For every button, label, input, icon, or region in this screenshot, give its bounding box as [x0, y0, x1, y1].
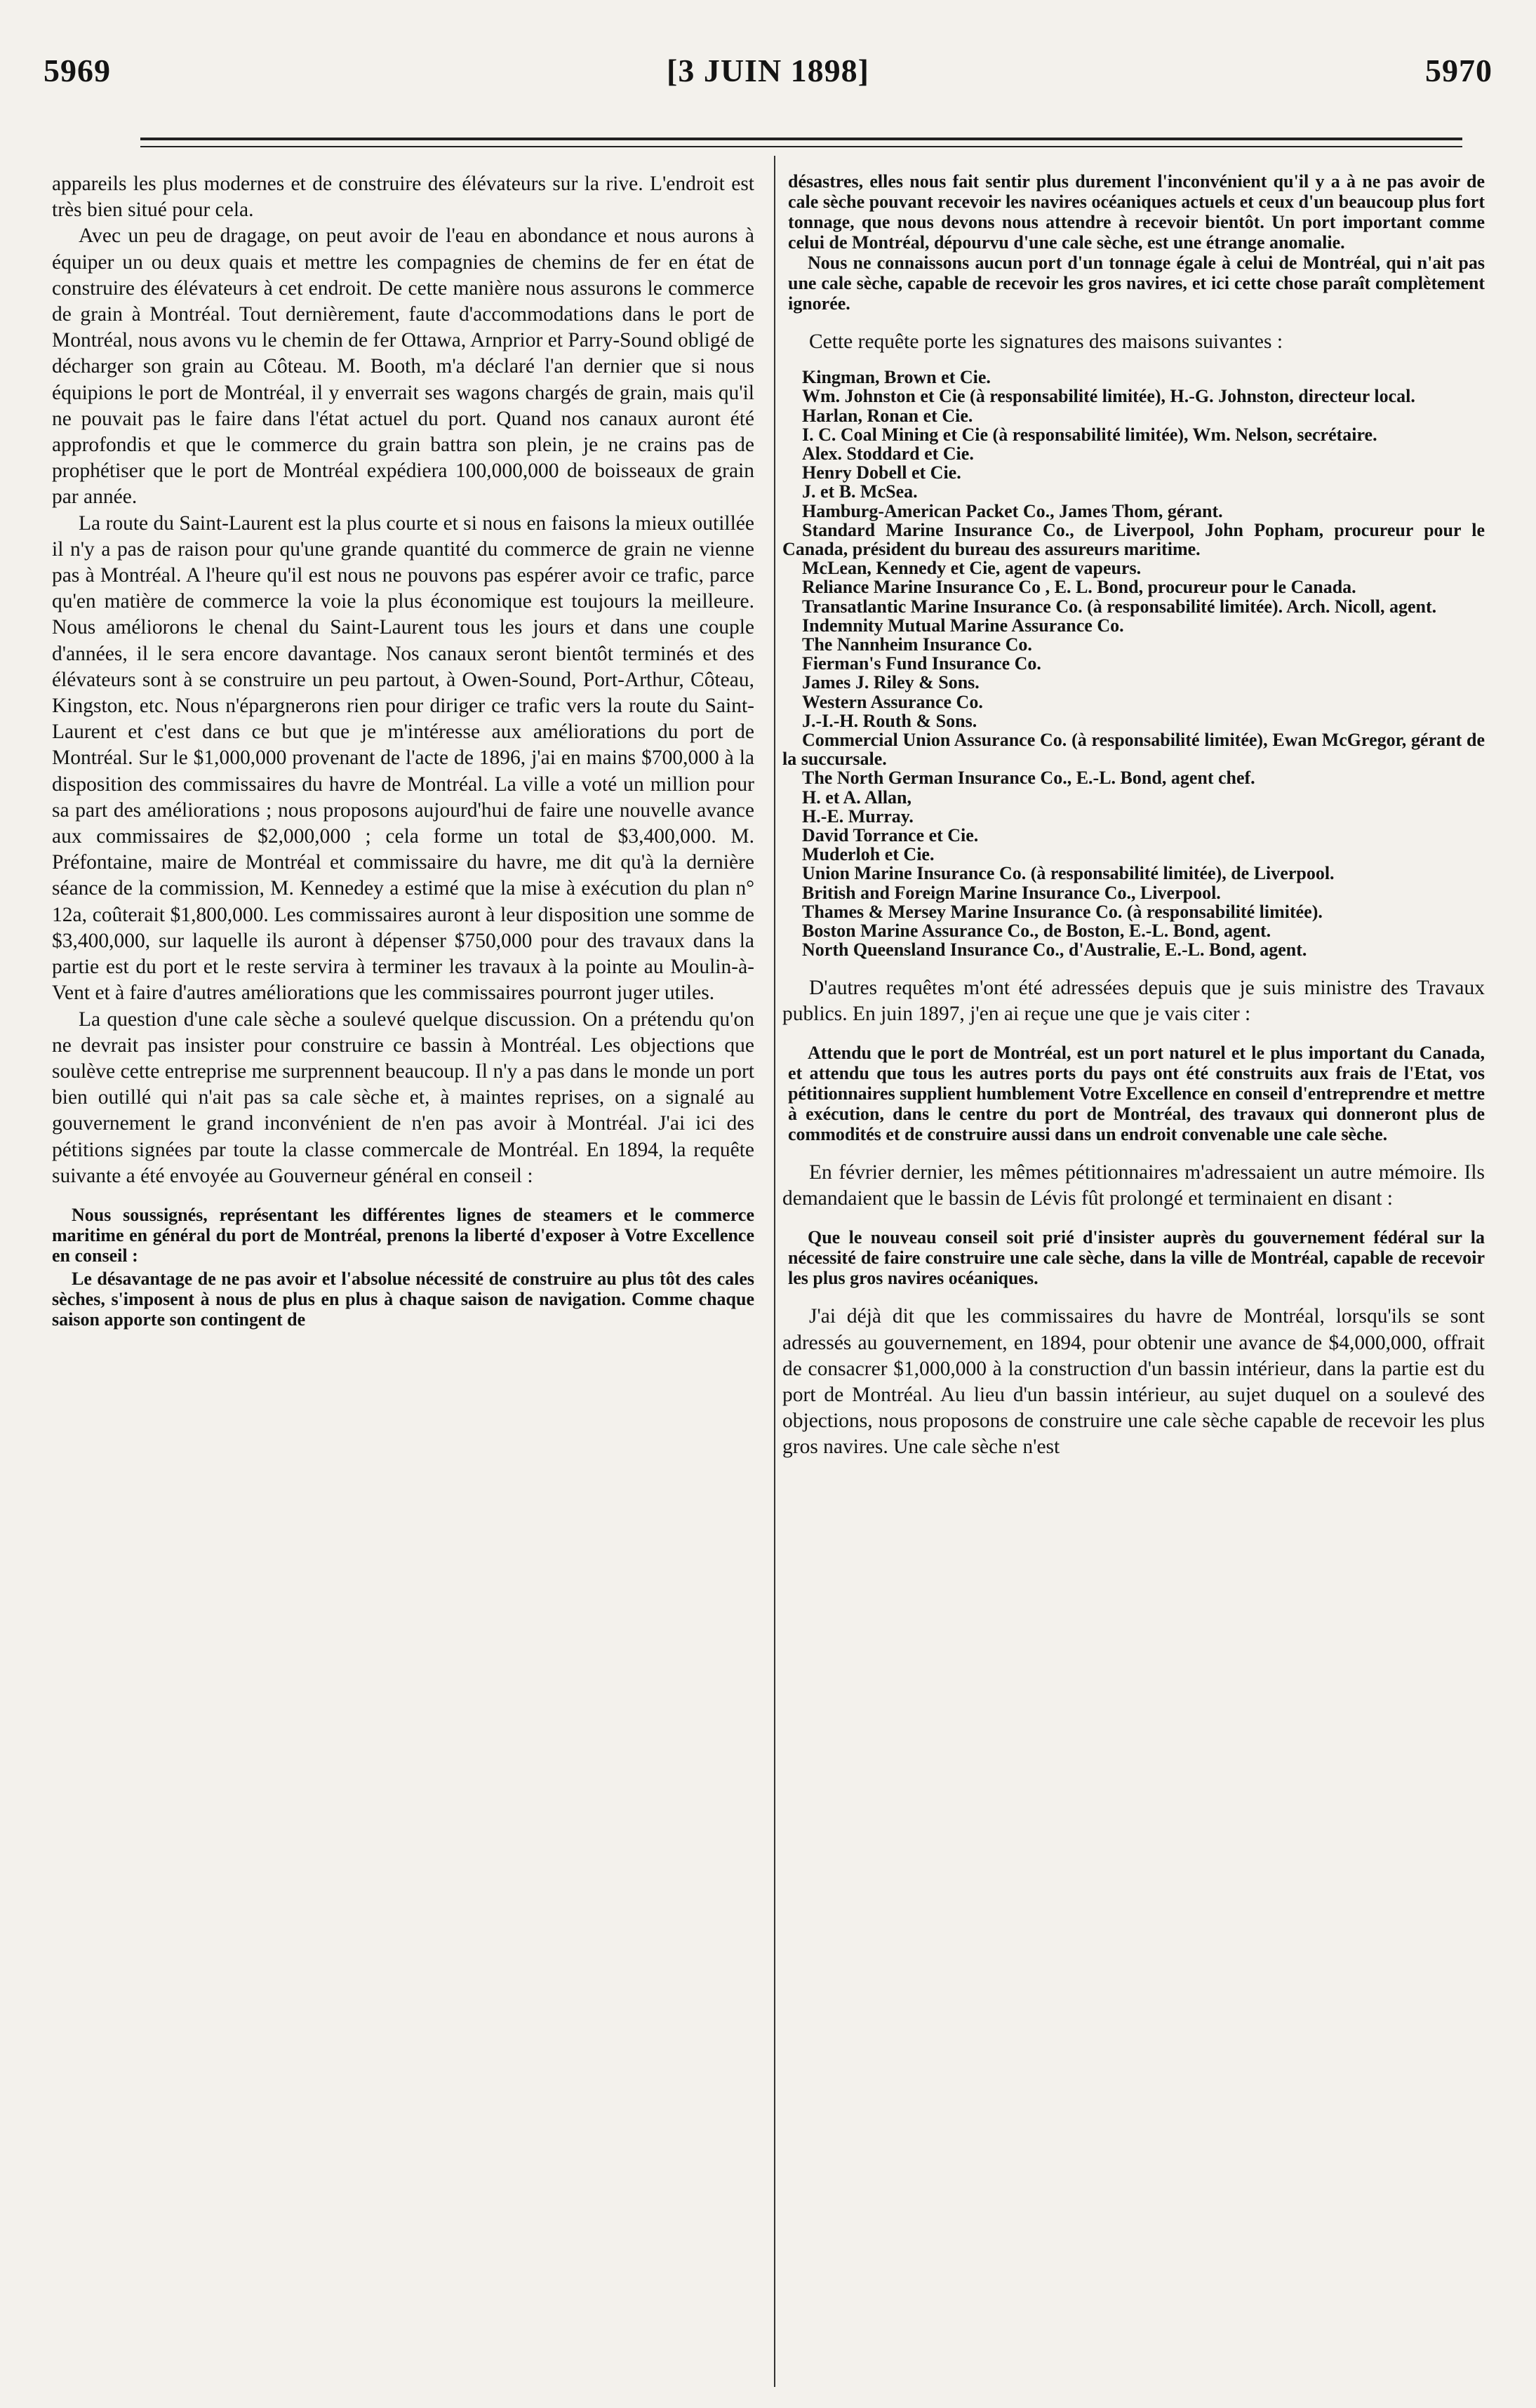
paragraph: J'ai déjà dit que les commissaires du havre de Montréal, lorsqu'ils se sont adressés au gouvernement, en 1894, pour obtenir une avance de $4,000,000, offrait de consacrer $1,000,000 à la construction d'un bassin intérieur, dans la partie est du port de Montréal. Au lieu d'un bassin intérieur, au sujet duquel on a soulevé des objections, nous proposons de construire une cale sèche capable de recevoir les plus gros navires. Une cale sèche n'est — [782, 1305, 1485, 1459]
signatory: Harlan, Ronan et Cie. — [802, 405, 973, 426]
signatory: J.-I.-H. Routh & Sons. — [802, 710, 977, 731]
paragraph: D'autres requêtes m'ont été adressées depuis que je suis ministre des Travaux publics. En juin 1897, j'en ai reçue une que je vais citer : — [782, 976, 1485, 1025]
quoted-petition: Le désavantage de ne pas avoir et l'absolue nécessité de construire au plus tôt des cales sèches, s'imposent à nous de plus en plus à chaque saison de navigation. Comme chaque saison apporte son contingent de — [52, 1268, 754, 1330]
signatory: Fierman's Fund Insurance Co. — [802, 653, 1041, 674]
left-column — [52, 171, 754, 1330]
signatory: Wm. Johnston et Cie (à responsabilité limitée), H.-G. Johnston, directeur local. — [802, 386, 1415, 407]
signatory: H.-E. Murray. — [802, 805, 914, 827]
quoted-petition: désastres, elles nous fait sentir plus durement l'inconvénient qu'il y a à ne pas avoir de cale sèche pouvant recevoir les navires océaniques actuels et ceux d'un beaucoup plus fort tonnage, que nous devons nous attendre à recevoir bientôt. Un port important comme celui de Montréal, dépourvu d'une cale sèche, est une étrange anomalie. — [788, 171, 1485, 253]
signatory: Transatlantic Marine Insurance Co. (à responsabilité limitée). Arch. Nicoll, agent. — [802, 596, 1437, 617]
signatory: Muderloh et Cie. — [802, 844, 935, 865]
signatory: The North German Insurance Co., E.-L. Bond, agent chef. — [802, 768, 1255, 789]
quoted-petition: Nous soussignés, représentant les différentes lignes de steamers et le commerce maritime en général du port de Montréal, prenons la liberté d'exposer à Votre Excellence en conseil : — [52, 1204, 754, 1266]
signatories-list — [782, 368, 1485, 959]
paragraph: La question d'une cale sèche a soulevé quelque discussion. On a prétendu qu'on ne devrait pas insister pour construire ce bassin à Montréal. Les objections que soulève cette entreprise me surprennent beaucoup. Il n'y a pas dans le monde un port bien outillé qui n'ait pas sa cale sèche et, à maintes reprises, on a signalé au gouvernement le grand inconvénient de n'en pas avoir à Montréal. J'ai ici des pétitions signées par toute la classe commercale de Montréal. En 1894, la requête suivante a été envoyée au Gouverneur général en conseil : — [52, 1008, 754, 1187]
date-header: [3 JUIN 1898] — [667, 53, 869, 88]
signatory: Union Marine Insurance Co. (à responsabilité limitée), de Liverpool. — [802, 863, 1335, 884]
signatory: Western Assurance Co. — [802, 691, 983, 712]
signatory: Thames & Mersey Marine Insurance Co. (à responsabilité limitée). — [802, 901, 1323, 922]
right-column — [782, 171, 1485, 1461]
paragraph: Cette requête porte les signatures des maisons suivantes : — [809, 330, 1283, 353]
signatory: Commercial Union Assurance Co. (à responsabilité limitée), Ewan McGregor, gérant de la succursale. — [782, 730, 1485, 770]
signatory: Boston Marine Assurance Co., de Boston, E.-L. Bond, agent. — [802, 921, 1271, 942]
signatory: Hamburg-American Packet Co., James Thom, gérant. — [802, 500, 1223, 521]
signatory: The Nannheim Insurance Co. — [802, 634, 1032, 655]
signatory: James J. Riley & Sons. — [802, 672, 980, 693]
paragraph: appareils les plus modernes et de construire des élévateurs sur la rive. L'endroit est très bien situé pour cela. — [52, 173, 754, 222]
signatory: British and Foreign Marine Insurance Co., Liverpool. — [802, 882, 1221, 903]
signatory: Indemnity Mutual Marine Assurance Co. — [802, 615, 1124, 636]
header-rule-thin — [140, 146, 1462, 147]
signatory: Alex. Stoddard et Cie. — [802, 443, 974, 464]
paragraph: La route du Saint-Laurent est la plus courte et si nous en faisons la mieux outillée il n'y a pas de raison pour qu'une grande quantité du commerce de grain ne vienne pas à Montréal. A l'heure qu'il est nous ne pouvons pas espérer avoir ce trafic, parce qu'en matière de commerce la voie la plus économique est toujours la meilleure. Nous améliorons le chenal du Saint-Laurent tous les jours et dans une couple d'années, il le sera encore davantage. Nos canaux seront bientôt terminés et des élévateurs sont à se construire un peu partout, à Owen-Sound, Port-Arthur, Côteau, Kingston, etc. Nous n'épargnerons rien pour diriger ce trafic vers la route du Saint-Laurent et c'est dans ce but que je m'intéresse aux améliorations du port de Montréal. Sur le $1,000,000 provenant de l'acte de 1896, j'ai en mains $700,000 à la disposition des commissaires du havre de Montréal. La ville a voté un million pour sa part des améliorations ; nous proposons aujourd'hui de faire une nouvelle avance aux commissaires de $2,000,000 ; cela forme un total de $3,400,000. M. Préfontaine, maire de Montréal et commissaire du havre, me dit qu'à la dernière séance de la commission, M. Kennedey a estimé que la mise à exécution du plan n° 12a, coûterait $1,800,000. Les commissaires auront à leur disposition une somme de $3,400,000, sur laquelle ils auront à dépenser $750,000 pour des travaux dans la partie est du port et le reste servira à terminer les travaux à la pointe au Moulin-à-Vent et à faire d'autres améliorations que les commissaires pourront juger utiles. — [52, 511, 754, 1005]
signatory: McLean, Kennedy et Cie, agent de vapeurs. — [802, 558, 1142, 579]
signatory: H. et A. Allan, — [802, 787, 912, 808]
page-number-right: 5970 — [1425, 53, 1492, 88]
quoted-petition: Que le nouveau conseil soit prié d'insister auprès du gouvernement fédéral sur la nécessité de faire construire une cale sèche, dans la ville de Montréal, capable de recevoir les plus gros navires océaniques. — [788, 1227, 1485, 1289]
signatory: North Queensland Insurance Co., d'Australie, E.-L. Bond, agent. — [802, 939, 1307, 961]
signatory: Kingman, Brown et Cie. — [802, 367, 991, 388]
quoted-petition: Nous ne connaissons aucun port d'un tonnage égale à celui de Montréal, qui n'ait pas une cale sèche, capable de recevoir les gros navires, et ici cette chose paraît complètement ignorée. — [788, 253, 1485, 314]
signatory: I. C. Coal Mining et Cie (à responsabilité limitée), Wm. Nelson, secrétaire. — [802, 424, 1377, 445]
signatory: Standard Marine Insurance Co., de Liverpool, John Popham, procureur pour le Canada, président du bureau des assureurs maritime. — [782, 519, 1485, 560]
page-number-left: 5969 — [44, 53, 111, 88]
paragraph: Avec un peu de dragage, on peut avoir de l'eau en abondance et nous aurons à équiper un ou deux quais et mettre les compagnies de chemins de fer en état de construire des élévateurs à cet endroit. De cette manière nous assurons le commerce de grain à Montréal. Tout dernièrement, faute d'accommodations dans le port de Montréal, nous avons vu le chemin de fer Ottawa, Arnprior et Parry-Sound obligé de décharger son grain au Côteau. M. Booth, m'a déclaré l'an dernier que si nous équipions le port de Montréal, il y enverrait ses wagons chargés de grain, mais qu'il ne pouvait pas le faire dans l'état actuel du port. Quand nos canaux auront été approfondis et que le commerce du grain battra son plein, je ne crains pas de prophétiser que le port de Montréal expédiera 100,000,000 de boisseaux de grain par année. — [52, 225, 754, 509]
column-divider — [774, 156, 775, 2387]
signatory: Reliance Marine Insurance Co , E. L. Bond, procureur pour le Canada. — [802, 577, 1356, 598]
signatory: Henry Dobell et Cie. — [802, 462, 961, 483]
signatory: David Torrance et Cie. — [802, 825, 979, 846]
paragraph: En février dernier, les mêmes pétitionnaires m'adressaient un autre mémoire. Ils demandaient que le bassin de Lévis fût prolongé et terminaient en disant : — [782, 1160, 1485, 1210]
signatory: J. et B. McSea. — [802, 481, 918, 502]
header-rule-thick — [140, 138, 1462, 140]
quoted-petition: Attendu que le port de Montréal, est un port naturel et le plus important du Canada, et attendu que tous les autres ports du pays ont été construits aux frais de l'Etat, vos pétitionnaires supplient humblement Votre Excellence en conseil d'entreprendre et mettre à exécution, dans le centre du port de Montréal, des travaux qui donneront plus de commodités et de construire aussi dans un endroit convenable une cale sèche. — [788, 1042, 1485, 1144]
